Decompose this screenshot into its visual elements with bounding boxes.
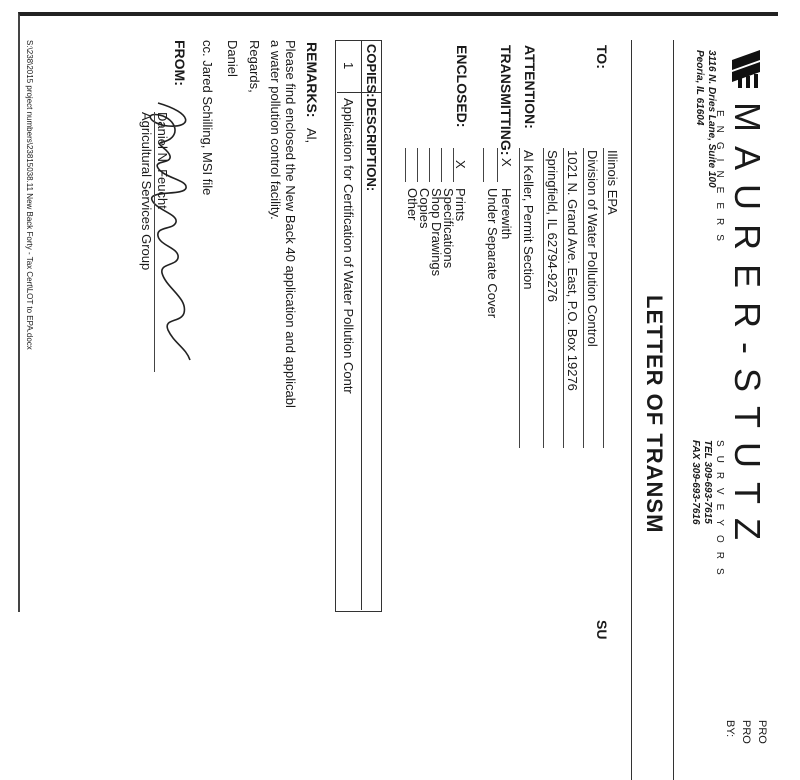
enclosed-label: ENCLOSED: <box>454 45 470 128</box>
title-divider <box>631 40 632 780</box>
enclosed-other-label: Other <box>405 188 420 221</box>
transmit-line-separate <box>483 148 484 182</box>
enclosed-specs-label: Specifications <box>441 188 456 269</box>
copies-table-divider <box>361 40 362 610</box>
from-group: Agricultural Services Group <box>139 112 154 271</box>
letter-page <box>20 20 780 744</box>
copies-header: COPIES: <box>364 44 379 98</box>
description-header: DESCRIPTION: <box>364 98 379 192</box>
to-line-4: Springfield, IL 62794-9276 <box>545 150 560 303</box>
by-label: BY: <box>724 720 736 738</box>
body-line-1: Please find enclosed the New Back 40 application and applicabl <box>283 40 298 408</box>
regards-text: Regards, <box>247 40 262 93</box>
transmit-separate-label: Under Separate Cover <box>485 188 500 319</box>
remarks-label: REMARKS: <box>304 42 320 118</box>
to-underline-1 <box>603 148 604 448</box>
enclosed-shop-label: Shop Drawings <box>429 188 444 277</box>
project-label-1: PRO <box>756 720 768 744</box>
description-value: Application for Certification of Water Pollution Contr <box>341 98 356 394</box>
to-underline-4 <box>543 148 544 448</box>
enclosed-mark-prints: X <box>453 160 468 169</box>
enclosed-copies-label: Copies <box>417 188 432 229</box>
attention-value: Al Keller, Permit Section <box>521 150 536 290</box>
remarks-value: Al, <box>304 128 319 144</box>
enclosed-line-copies <box>417 148 418 182</box>
file-path-footer: S:\238\2015 project numbers\23815038.11 New Back Forty - Tax Cert\LOT to EPA.docx <box>25 40 34 350</box>
cc-line: cc. Jared Schilling, MSI file <box>200 40 215 196</box>
company-phone: TEL 309-693-7615 <box>702 440 713 524</box>
company-name: MAURER-STUTZ <box>727 102 768 554</box>
from-underline <box>154 112 155 372</box>
tagline-surveyors: SURVEYORS <box>714 440 725 584</box>
to-label: TO: <box>594 45 610 69</box>
to-underline-3 <box>563 148 564 448</box>
attention-label: ATTENTION: <box>522 45 538 129</box>
transmit-herewith-label: Herewith <box>499 188 514 240</box>
enclosed-prints-label: Prints <box>453 188 468 222</box>
transmitting-label: TRANSMITTING: <box>498 45 514 156</box>
enclosed-line-other <box>405 148 406 182</box>
subject-label: SU <box>594 620 610 640</box>
to-line-2: Division of Water Pollution Control <box>585 150 600 347</box>
company-address-line1: 3116 N. Dries Lane, Suite 100 <box>706 50 717 188</box>
transmit-mark-herewith: X <box>499 158 514 167</box>
from-name: Daniel N. Feucht <box>155 112 170 209</box>
header-divider <box>673 40 674 780</box>
to-underline-2 <box>583 148 584 448</box>
company-address-line2: Peoria, IL 61604 <box>694 50 705 126</box>
transmit-line-herewith <box>497 148 498 182</box>
tagline-engineers: ENGINEERS <box>714 110 725 250</box>
enclosed-line-prints <box>453 148 454 182</box>
body-line-2: a water pollution control facility. <box>268 40 283 220</box>
from-label: FROM: <box>172 40 188 86</box>
enclosed-line-shop <box>429 148 430 182</box>
signoff-name: Daniel <box>225 40 240 77</box>
document-title: LETTER OF TRANSM <box>642 295 667 534</box>
attention-underline <box>519 148 520 448</box>
copies-value: 1 <box>341 62 356 70</box>
to-line-3: 1021 N. Grand Ave. East, P.O. Box 19276 <box>565 150 580 391</box>
company-logo-icon <box>730 48 762 88</box>
company-fax: FAX 309-693-7616 <box>690 440 701 525</box>
enclosed-line-specs <box>441 148 442 182</box>
project-label-2: PRO <box>740 720 752 744</box>
to-line-1: Illinois EPA <box>605 150 620 215</box>
